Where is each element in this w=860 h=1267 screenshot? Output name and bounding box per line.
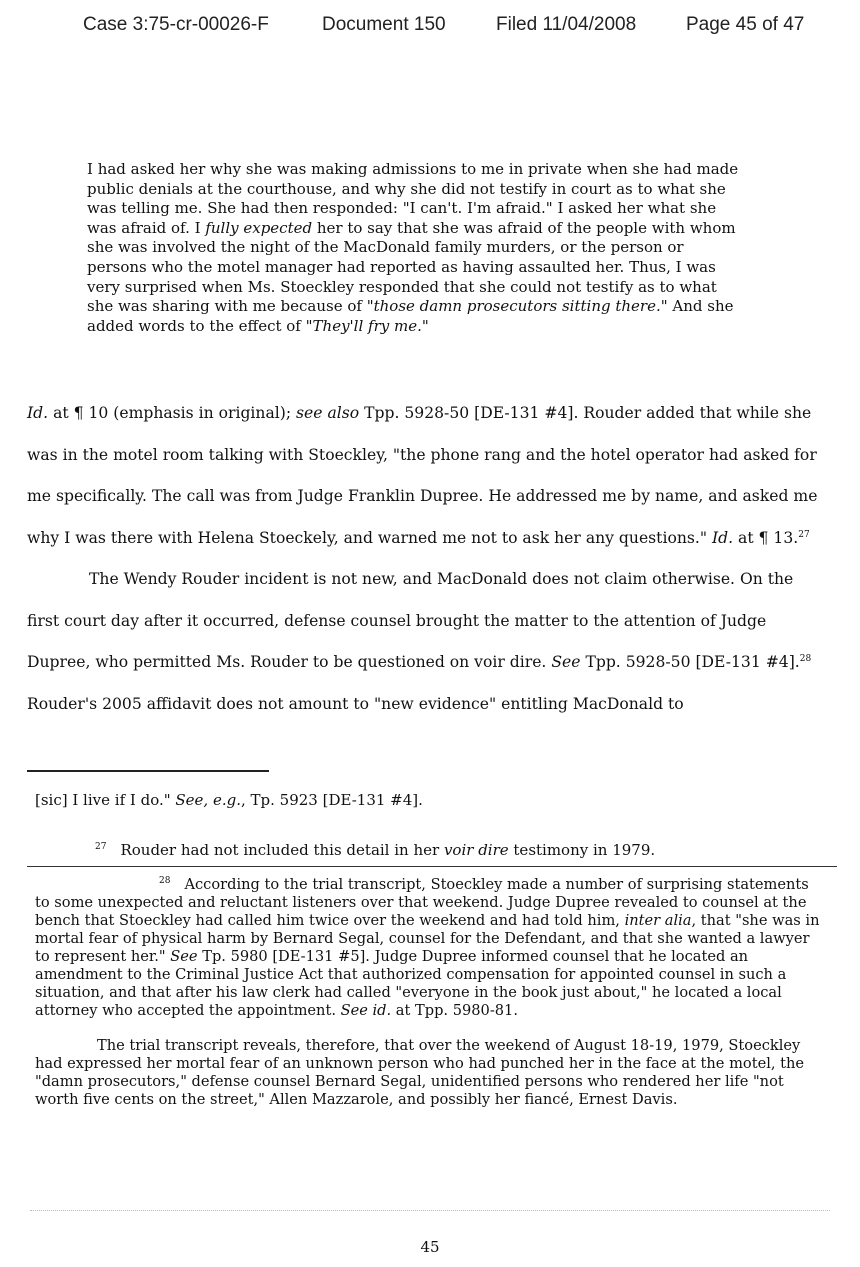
- footnote-ref-27[interactable]: 27: [798, 529, 810, 540]
- case-number: Case 3:75-cr-00026-F: [83, 14, 269, 35]
- emphasis: fully expected: [205, 218, 313, 237]
- block-quote: I had asked her why she was making admissions to me in private when she had made public denials at the courthouse, and why she did not testify in court as to what she was telling me. She had then responded: "I can't. I'm afraid." I asked her what she was afraid of. I fully expected her to say that she was afraid of the people with whom she was involved the night of the MacDonald family murders, or the person or persons who the motel manager had reported as having assaulted her. Thus, I was very surprised when Ms. Stoeckley responded that she could not testify as to what she was sharing with me because of "those damn prosecutors sitting there." And she added words to the effect of "They'll fry me.": [87, 160, 739, 335]
- document-number: Document 150: [322, 14, 446, 35]
- footnote-ref-28[interactable]: 28: [799, 653, 812, 664]
- paragraph: Id. at ¶ 10 (emphasis in original); see also Tpp. 5928-50 [DE-131 #4]. Rouder added that while she was in the motel room talking with Stoeckley, "the phone rang and the hotel operator had asked for me specifically. The call was from Judge Franklin Dupree. He addressed me by name, and asked me why I was there with Helena Stoeckely, and warned me not to ask her any questions." Id. at ¶ 13.27: [27, 404, 818, 547]
- body-text: [27, 393, 827, 725]
- footnote-paragraph: The trial transcript reveals, therefore, that over the weekend of August 18-19, 1979, Stoeckley had expressed her mortal fear of an unknown person who had punched her in the face at the motel, the "damn prosecutors," defense counsel Bernard Segal, unidentified persons who rendered her life "not worth five cents on the street," Allen Mazzarole, and possibly her fiancé, Ernest Davis.: [35, 1037, 805, 1108]
- page-number: 45: [420, 1238, 440, 1256]
- footnote-paragraph: $^{28}$ According to the trial transcript, Stoeckley made a number of surprising statements to some unexpected and reluctant listeners over that weekend. Judge Dupree revealed to counsel at the bench that Stoeckley had called him twice over the weekend and had told him, inter alia, that "she was in mortal fear of physical harm by Bernard Segal, counsel for the Defendant, and that she wanted a lawyer to represent her." See Tp. 5980 [DE-131 #5]. Judge Dupree informed counsel that he located an amendment to the Criminal Justice Act that authorized compensation for appointed counsel in such a situation, and that after his law clerk had called "everyone in the book just about," he located a local attorney who accepted the appointment. See id. at Tpp. 5980-81.: [35, 876, 820, 1019]
- footnote-28: [35, 876, 825, 1109]
- bottom-rule: [30, 1210, 830, 1211]
- filed-date: Filed 11/04/2008: [496, 14, 637, 35]
- footnote-27: $^{27}$ Rouder had not included this detail in her voir dire testimony in 1979.: [95, 841, 656, 859]
- footnote-separator: [27, 866, 837, 867]
- emphasis: They'll fry me.: [312, 316, 422, 335]
- page-indicator: Page 45 of 47: [686, 14, 805, 35]
- emphasis: those damn prosecutors sitting there.: [373, 297, 661, 316]
- footnote-continuation: [sic] I live if I do." See, e.g., Tp. 5923 [DE-131 #4].: [35, 791, 423, 809]
- paragraph: The Wendy Rouder incident is not new, and MacDonald does not claim otherwise. On the first court day after it occurred, defense counsel brought the matter to the attention of Judge Dupree, who permitted Ms. Rouder to be questioned on voir dire. See Tpp. 5928-50 [DE-131 #4].$^{28}$ Rouder's 2005 affidavit does not amount to "new evidence" entitling MacDonald to: [27, 570, 812, 713]
- footnote-divider: [27, 770, 269, 772]
